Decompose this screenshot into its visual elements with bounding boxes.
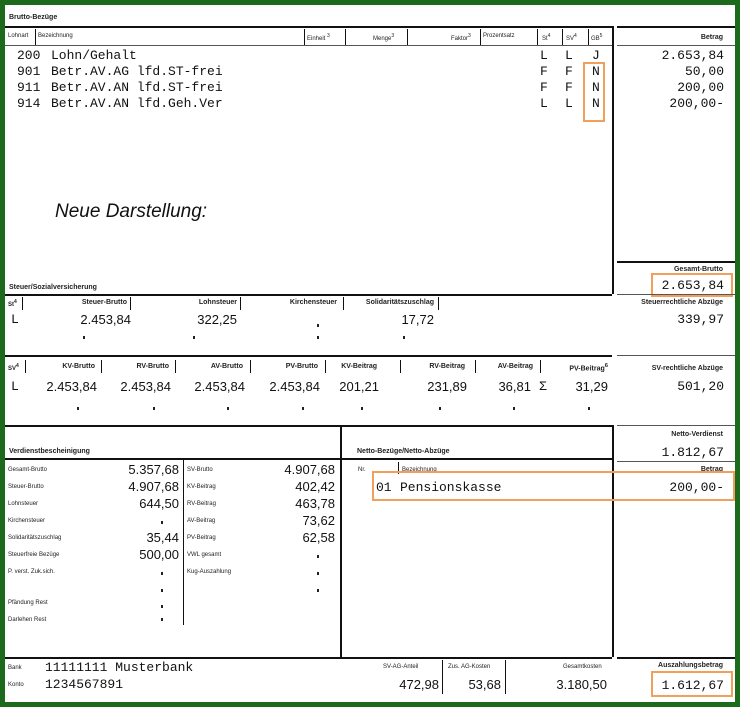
- gesamtkosten-label: Gesamtkosten: [563, 664, 602, 670]
- lohnart-name: Betr.AV.AN lfd.ST-frei: [51, 80, 223, 95]
- tick-mark: [161, 618, 163, 621]
- steuerklasse-label: [8, 299, 17, 308]
- divider: [617, 355, 735, 356]
- tick-mark: [227, 407, 229, 410]
- column-divider: [612, 26, 614, 294]
- tick-mark: [317, 555, 319, 558]
- gesamt-brutto-value: 2.653,84: [661, 278, 724, 293]
- col-sep: [101, 360, 102, 373]
- auszahlungsbetrag-label: Auszahlungsbetrag: [658, 662, 723, 669]
- footnote-mark: 3: [327, 33, 330, 39]
- lohnart-name: Betr.AV.AN lfd.Geh.Ver: [51, 96, 223, 111]
- abzuege-bezeichnung-label: Bezeichnung: [402, 467, 437, 473]
- lohnart-name: Betr.AV.AG lfd.ST-frei: [51, 64, 223, 79]
- vb-value: 35,44: [146, 530, 179, 545]
- divider: [5, 294, 612, 296]
- verdienst-section-title: Verdienstbescheinigung: [9, 448, 90, 455]
- vb-label: P. verst. Zuk.sich.: [8, 569, 55, 575]
- tick-mark: [161, 605, 163, 608]
- tick-mark: [193, 336, 195, 339]
- header-kv-brutto: KV-Brutto: [62, 363, 95, 370]
- lohnart-code: 200: [17, 48, 41, 63]
- vb-label: Kirchensteuer: [8, 518, 46, 524]
- tick-mark: [317, 336, 319, 339]
- sv-rechtliche-abzuege-value: 501,20: [677, 379, 724, 394]
- vb-value: 62,58: [302, 530, 335, 545]
- col-sep: [22, 297, 23, 310]
- divider: [617, 261, 735, 263]
- gb-flag: N: [592, 96, 600, 111]
- tick-mark: [513, 407, 515, 410]
- gesamt-brutto-label: Gesamt-Brutto: [673, 266, 723, 273]
- divider: [5, 657, 612, 659]
- header-faktor-text: Faktor: [451, 36, 469, 42]
- header-menge: [373, 33, 394, 42]
- abzuege-section-title: Netto-Bezüge/Netto-Abzüge: [357, 448, 450, 455]
- footnote-mark: 5: [599, 33, 603, 39]
- divider: [5, 26, 612, 28]
- lohnart-code: 901: [17, 64, 41, 79]
- vb-label: SV-Brutto: [187, 467, 213, 473]
- vb-value: 463,78: [295, 496, 335, 511]
- sv-klasse-value: L: [11, 379, 19, 394]
- footnote-mark: 4: [16, 363, 19, 369]
- vb-value: 402,42: [295, 479, 335, 494]
- header-einheit-text: Einheit: [307, 36, 326, 42]
- header-kirchensteuer: Kirchensteuer: [289, 299, 337, 306]
- konto-value: 1234567891: [45, 677, 124, 692]
- steuer-section-title: Steuer/Sozialversicherung: [9, 284, 97, 291]
- konto-label: Konto: [8, 682, 24, 688]
- header-sv: [566, 33, 577, 42]
- footnote-mark: 6: [604, 363, 608, 369]
- header-steuer-brutto: Steuer-Brutto: [81, 299, 127, 306]
- bank-value: 11111111 Musterbank: [45, 660, 194, 675]
- header-kv-beitrag: KV-Beitrag: [341, 363, 377, 370]
- vb-value: 73,62: [302, 513, 335, 528]
- vb-label: KV-Beitrag: [187, 484, 216, 490]
- tick-mark: [83, 336, 85, 339]
- tick-mark: [361, 407, 363, 410]
- tick-mark: [439, 407, 441, 410]
- tick-mark: [161, 572, 163, 575]
- footnote-mark: 3: [468, 33, 471, 39]
- header-underline: [617, 45, 735, 46]
- col-sep: [562, 29, 563, 45]
- tick-mark: [403, 336, 405, 339]
- st-flag: L: [540, 48, 548, 63]
- st-flag: F: [540, 80, 548, 95]
- header-menge-text: Menge: [373, 36, 392, 42]
- col-sep: [537, 29, 538, 45]
- vb-label: Solidaritätszuschlag: [8, 535, 62, 541]
- vb-label: Pfändung Rest: [8, 600, 48, 606]
- kv-brutto-value: 2.453,84: [46, 379, 97, 394]
- divider: [5, 458, 340, 460]
- col-sep: [343, 297, 344, 310]
- gb-flag: N: [592, 64, 600, 79]
- ag-kosten-value: 53,68: [468, 677, 501, 692]
- tick-mark: [161, 521, 163, 524]
- divider: [617, 26, 735, 28]
- rv-brutto-value: 2.453,84: [120, 379, 171, 394]
- sv-klasse-label: [8, 363, 19, 372]
- footnote-mark: 4: [547, 33, 551, 39]
- netto-verdienst-value: 1.812,67: [661, 445, 724, 460]
- header-betrag: Betrag: [700, 34, 723, 41]
- vb-label: VWL gesamt: [187, 552, 222, 558]
- sv-rechtliche-abzuege-label: SV-rechtliche Abzüge: [651, 365, 723, 372]
- divider: [617, 425, 735, 426]
- gesamtkosten-value: 3.180,50: [556, 677, 607, 692]
- gb-flag: J: [592, 48, 600, 63]
- header-bezeichnung: Bezeichnung: [38, 33, 73, 39]
- col-sep: [505, 660, 506, 694]
- col-sep: [325, 360, 326, 373]
- col-sep: [438, 297, 439, 310]
- col-sep: [35, 29, 36, 45]
- steuerklasse-value: L: [11, 312, 19, 327]
- vb-label: Steuerfreie Bezüge: [8, 552, 60, 558]
- gb-flag: N: [592, 80, 600, 95]
- steuerrechtliche-abzuege-value: 339,97: [677, 312, 724, 327]
- divider: [5, 355, 612, 357]
- divider: [617, 294, 735, 295]
- header-pv-beitrag-text: PV-Beitrag: [569, 365, 605, 373]
- vb-label: Lohnsteuer: [8, 501, 39, 507]
- header-prozentsatz: Prozentsatz: [483, 33, 515, 39]
- header-rv-brutto: RV-Brutto: [136, 363, 169, 370]
- header-gb: [591, 33, 602, 42]
- tick-mark: [317, 589, 319, 592]
- header-av-beitrag: AV-Beitrag: [497, 363, 533, 370]
- sv-flag: L: [565, 48, 573, 63]
- vb-label: Gesamt-Brutto: [8, 467, 48, 473]
- tick-mark: [77, 407, 79, 410]
- abzug-name: Pensionskasse: [400, 480, 502, 495]
- column-divider: [612, 425, 614, 657]
- rv-beitrag-value: 231,89: [427, 379, 467, 394]
- col-sep: [25, 360, 26, 373]
- pensionskasse-highlight: [372, 471, 735, 501]
- st-label-text: St: [8, 302, 14, 308]
- column-divider: [183, 460, 184, 625]
- st-flag: L: [540, 96, 548, 111]
- auszahlung-highlight: [651, 671, 733, 697]
- tick-mark: [317, 572, 319, 575]
- soli-value: 17,72: [401, 312, 434, 327]
- divider: [617, 657, 735, 659]
- tick-mark: [153, 407, 155, 410]
- tick-mark: [317, 324, 319, 327]
- col-sep: [345, 29, 346, 45]
- pv-brutto-value: 2.453,84: [269, 379, 320, 394]
- abzuege-nr-label: Nr.: [358, 467, 366, 473]
- tick-mark: [161, 589, 163, 592]
- header-einheit: [307, 33, 330, 42]
- lohnart-code: 911: [17, 80, 41, 95]
- vb-label: Steuer-Brutto: [8, 484, 44, 490]
- betrag-value: 200,00-: [669, 96, 724, 111]
- abzuege-betrag-label: Betrag: [700, 466, 723, 473]
- col-sep: [588, 29, 589, 45]
- netto-verdienst-label: Netto-Verdienst: [671, 431, 723, 438]
- col-sep: [175, 360, 176, 373]
- betrag-value: 50,00: [684, 64, 724, 79]
- sv-flag: L: [565, 96, 573, 111]
- col-sep: [304, 29, 305, 45]
- vb-label: Kug-Auszahlung: [187, 569, 232, 575]
- betrag-value: 2.653,84: [661, 48, 724, 63]
- header-pv-beitrag: [540, 363, 608, 372]
- header-pv-brutto: PV-Brutto: [285, 363, 318, 370]
- kv-beitrag-value: 201,21: [339, 379, 379, 394]
- tick-mark: [302, 407, 304, 410]
- ag-kosten-label: Zus. AG-Kosten: [448, 664, 491, 670]
- footnote-mark: 4: [14, 299, 17, 305]
- vb-value: 644,50: [139, 496, 179, 511]
- col-sep: [407, 29, 408, 45]
- abzug-code: 01: [376, 480, 392, 495]
- header-st: [542, 33, 550, 42]
- header-av-brutto: AV-Brutto: [210, 363, 243, 370]
- divider: [617, 461, 735, 462]
- steuer-brutto-value: 2.453,84: [80, 312, 131, 327]
- header-underline: [5, 45, 612, 46]
- sv-flag: F: [565, 80, 573, 95]
- caption-neue-darstellung: Neue Darstellung:: [55, 201, 208, 222]
- header-soli: Solidaritätszuschlag: [365, 299, 434, 306]
- vb-label: Darlehen Rest: [8, 617, 47, 623]
- footnote-mark: 4: [574, 33, 577, 39]
- pv-beitrag-value: 31,29: [575, 379, 608, 394]
- col-sep: [480, 29, 481, 45]
- vb-value: 4.907,68: [128, 479, 179, 494]
- divider: [5, 425, 612, 427]
- auszahlungsbetrag-value: 1.612,67: [661, 678, 724, 693]
- header-rv-beitrag: RV-Beitrag: [429, 363, 465, 370]
- bank-label: Bank: [8, 665, 22, 671]
- lohnart-name: Lohn/Gehalt: [51, 48, 137, 63]
- vb-value: 500,00: [139, 547, 179, 562]
- col-sep: [250, 360, 251, 373]
- ag-anteil-label: SV-AG-Anteil: [383, 664, 419, 670]
- betrag-value: 200,00: [677, 80, 724, 95]
- header-lohnart: Lohnart: [8, 33, 29, 39]
- col-sep: [130, 297, 131, 310]
- col-sep: [400, 360, 401, 373]
- footnote-mark: 3: [391, 33, 395, 39]
- vb-label: AV-Beitrag: [187, 518, 216, 524]
- lohnsteuer-value: 322,25: [197, 312, 237, 327]
- lohnart-code: 914: [17, 96, 41, 111]
- col-sep: [442, 660, 443, 694]
- steuerrechtliche-abzuege-label: Steuerrechtliche Abzüge: [641, 299, 723, 306]
- brutto-section-title: Brutto-Bezüge: [9, 14, 58, 21]
- av-brutto-value: 2.453,84: [194, 379, 245, 394]
- divider: [342, 458, 612, 460]
- st-flag: F: [540, 64, 548, 79]
- ag-anteil-value: 472,98: [399, 677, 439, 692]
- vb-value: 4.907,68: [284, 462, 335, 477]
- sv-label-text: SV: [8, 366, 17, 372]
- header-gb-text: GB: [591, 36, 600, 42]
- vb-label: RV-Beitrag: [187, 501, 216, 507]
- header-st-text: St: [542, 36, 548, 42]
- header-sv-text: SV: [566, 36, 575, 42]
- col-sep: [240, 297, 241, 310]
- tick-mark: [588, 407, 590, 410]
- av-beitrag-value: 36,81: [498, 379, 531, 394]
- sum-marker: Σ: [539, 379, 547, 394]
- header-lohnsteuer: Lohnsteuer: [198, 299, 237, 306]
- abzug-value: 200,00-: [669, 480, 724, 495]
- vb-label: PV-Beitrag: [187, 535, 216, 541]
- sv-flag: F: [565, 64, 573, 79]
- vb-value: 5.357,68: [128, 462, 179, 477]
- header-faktor: [451, 33, 471, 42]
- gb-highlight-box: [583, 62, 605, 122]
